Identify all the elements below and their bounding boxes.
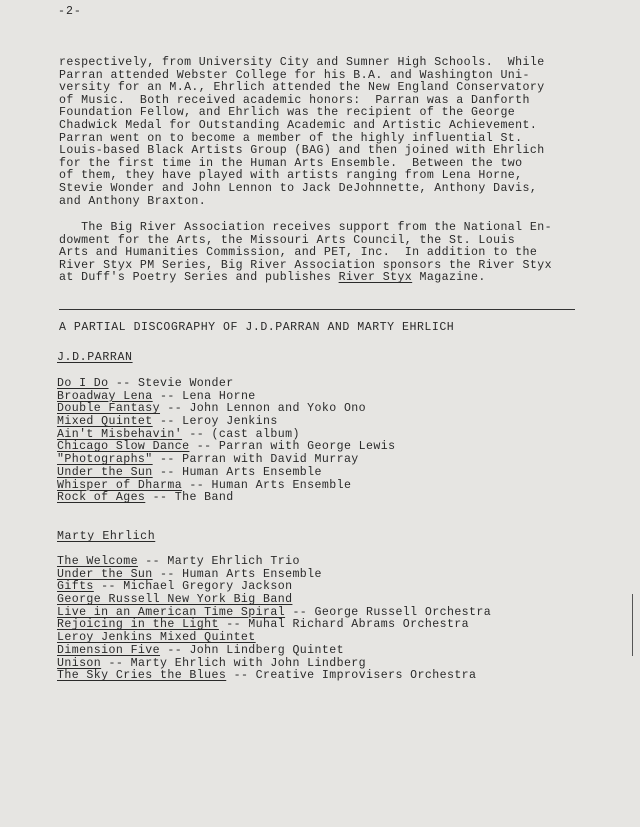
album-title: Unison (57, 656, 102, 670)
album-title: George Russell New York Big Band (57, 593, 293, 607)
discography-heading: A PARTIAL DISCOGRAPHY OF J.D.PARRAN AND MARTY EHRLICH (59, 321, 455, 334)
album-credit: -- Parran with George Lewis (189, 440, 396, 454)
album-title: Under the Sun (57, 465, 153, 479)
album-title: The Sky Cries the Blues (57, 669, 227, 683)
album-title: Chicago Slow Dance (57, 440, 190, 454)
album-credit: -- Human Arts Ensemble (182, 478, 352, 492)
album-credit: -- Lena Horne (152, 389, 256, 403)
album-credit: -- Creative Improvisers Orchestra (226, 669, 477, 683)
magazine-title: River Styx (338, 271, 413, 285)
album-title: Do I Do (57, 377, 109, 390)
album-title: Double Fantasy (57, 402, 161, 416)
discography-entry (57, 492, 395, 505)
album-title: Ain't Misbehavin' (57, 427, 183, 441)
album-title: "Photographs" (57, 453, 153, 467)
album-title: Broadway Lena (57, 389, 153, 403)
ehrlich-discography-list (57, 556, 491, 683)
album-credit: -- Stevie Wonder (108, 377, 234, 390)
ehrlich-section-title: Marty Ehrlich (57, 530, 156, 543)
album-title: Leroy Jenkins Mixed Quintet (57, 631, 256, 645)
album-credit: -- George Russell Orchestra (285, 605, 492, 619)
parran-discography-list (57, 378, 395, 505)
album-title: Under the Sun (57, 567, 153, 581)
page-number: -2- (58, 5, 82, 18)
album-credit: -- Human Arts Ensemble (152, 567, 322, 581)
album-credit: -- Muhal Richard Abrams Orchestra (218, 618, 470, 632)
album-title: Whisper of Dharma (57, 478, 183, 492)
album-credit: -- John Lindberg Quintet (160, 643, 344, 657)
album-credit: -- (cast album) (182, 427, 300, 441)
album-credit: -- Parran with David Murray (152, 453, 359, 467)
album-title: The Welcome (57, 555, 138, 568)
album-credit: -- Marty Ehrlich with John Lindberg (101, 656, 367, 670)
album-credit: -- Leroy Jenkins (152, 415, 278, 429)
album-title: Rejoicing in the Light (57, 618, 219, 632)
album-credit: -- Marty Ehrlich Trio (137, 555, 300, 568)
bio-paragraph: respectively, from University City and Sumner High Schools. While Parran attended Webster College for his B.A. and Washington Uni- versity for an M.A., Ehrlich attended the New England Conservatory of Music. Both received academic honors: Parran was a Danforth Foundation Fellow, and Ehrlich was the recipient of the George Chadwick Medal for Outstanding Academic and Artistic Achievement. Parran went on to become a member of the highly influential St. Louis-based Black Artists Group (BAG) and then joined with Ehrlich for the first time in the Human Arts Ensemble. Between the two of them, they have played with artists ranging from Lena Horne, Stevie Wonder and John Lennon to Jack DeJohnnette, Anthony Davis, and Anthony Braxton. (59, 56, 545, 208)
album-credit: -- Human Arts Ensemble (152, 465, 322, 479)
album-title: Mixed Quintet (57, 415, 153, 429)
album-title: Rock of Ages (57, 491, 146, 505)
album-credit: -- Michael Gregory Jackson (93, 580, 293, 594)
margin-mark (632, 594, 633, 656)
album-credit: -- John Lennon and Yoko Ono (160, 402, 367, 416)
parran-section-title: J.D.PARRAN (57, 351, 133, 364)
album-credit: -- The Band (145, 491, 234, 505)
album-title: Live in an American Time Spiral (57, 605, 286, 619)
album-title: Dimension Five (57, 643, 161, 657)
discography-entry (57, 670, 491, 683)
section-divider (59, 309, 575, 310)
sponsor-paragraph: The Big River Association receives support from the National En- dowment for the Arts, the Missouri Arts Council, the St. Louis Arts and Humanities Commission, and PET, Inc. In addition to the River Styx PM Series, Big River Association sponsors the River Styx at Duff's Poetry Series and publishes River Styx Magazine. (59, 221, 552, 285)
album-title: Gifts (57, 580, 94, 594)
